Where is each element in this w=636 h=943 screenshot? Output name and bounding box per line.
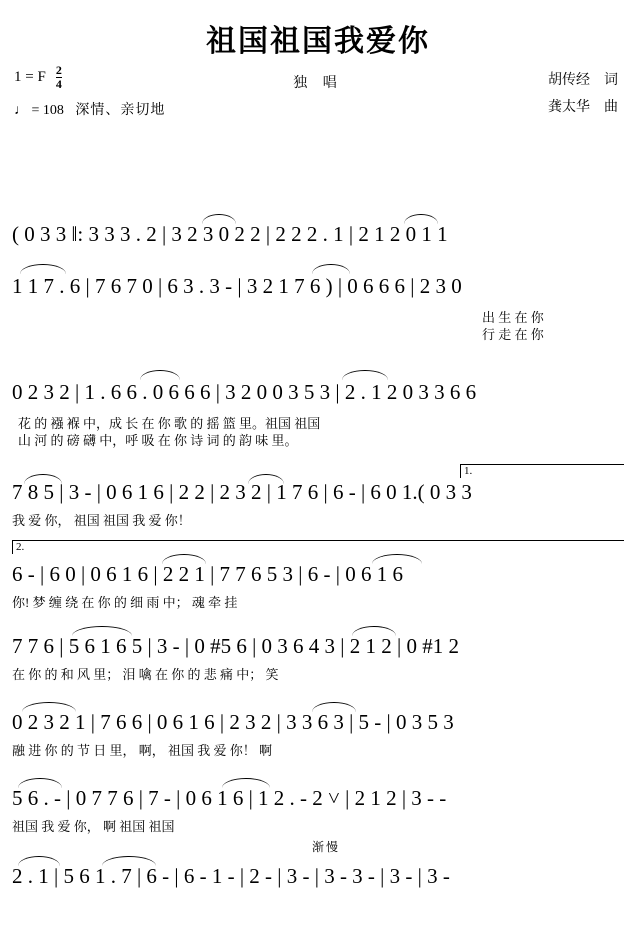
lyric-line: 祖国 我 爱 你， 啊 祖国 祖国 [12,819,175,834]
notation-line: 1 1 7 . 6 | 7 6 7 0 | 6 3 . 3 - | 3 2 1 7 6 ) | 0 6 6 6 | 2 3 0 [12,274,462,298]
composer-role: 曲 [604,99,618,115]
composer-line [548,95,618,122]
notation-line: 7 8 5 | 3 - | 0 6 1 6 | 2 2 | 2 3 2 | 1 7 6 | 6 - | 6 0 1.( 0 3 3 [12,480,472,504]
lyric-line: 在 你 的 和 风 里； 泪 噙 在 你 的 悲 痛 中； 笑 [12,667,279,682]
music-row-3 [12,368,624,448]
notation-line: ( 0 3 3 ‖: 3 3 3 . 2 | 3 2 3 0 2 2 | 2 2 2 . 1 | 2 1 2 0 1 1 [12,222,448,246]
lyricist-line [548,68,618,95]
volta-bracket-2: 2. [12,540,624,554]
time-signature-denominator: 4 [55,76,62,91]
tempo-marking [14,100,165,121]
music-row-8 [12,774,624,834]
lyric-line: 山 河 的 磅 礴 中，呼 吸 在 你 诗 词 的 韵 味 里。 [18,433,298,448]
key-and-time-signature [14,64,165,90]
lyric-line: 我 爱 你， 祖国 祖国 我 爱 你！ [12,513,191,528]
lyric-line: 行 走 在 你 [482,327,544,342]
lyric-line: 你! 梦 缠 绕 在 你 的 细 雨 中； 魂 牵 挂 [12,595,238,610]
score-metadata-right [548,68,618,121]
time-signature [56,64,62,90]
music-row-5 [12,541,624,610]
notation-line: 0 2 3 2 1 | 7 6 6 | 0 6 1 6 | 2 3 2 | 3 3 6 3 | 5 - | 0 3 5 3 [12,710,454,734]
music-row-7 [12,698,624,758]
notation-line: 5 6 . - | 0 7 7 6 | 7 - | 0 6 1 6 | 1 2 . - 2 ˅ | 2 1 2 | 3 - - [12,786,447,810]
music-row-1 [12,210,624,262]
music-row-6 [12,622,624,682]
lyricist-role: 词 [604,73,618,88]
tempo-value: = 108 [31,103,64,119]
score-metadata-left [14,64,165,121]
notation-line: 7 7 6 | 5 6 1 6 5 | 3 - | 0 #5 6 | 0 3 6 4 3 | 2 1 2 | 0 #1 2 [12,634,459,658]
sheet-music-page [0,16,636,943]
key-signature: 1 = F [14,68,46,85]
page-title: 祖国祖国我爱你 [206,25,430,58]
tempo-note-icon: ♩ [14,103,28,119]
notation-line: 2 . 1 | 5 6 1 . 7 | 6 - | 6 - 1 - | 2 - | 3 - | 3 - 3 - | 3 - | 3 - [12,864,450,888]
lyric-line: 融 进 你 的 节 日 里， 啊， 祖国 我 爱 你！ 啊 [12,743,273,758]
lyric-line: 出 生 在 你 [482,310,544,325]
music-row-2 [12,262,624,342]
music-row-9 [12,840,624,904]
music-row-4 [12,465,624,528]
notation-line: 0 2 3 2 | 1 . 6 6 . 0 6 6 6 | 3 2 0 0 3 5 3 | 2 . 1 2 0 3 3 6 6 [12,380,477,404]
expression-marking: 深情、亲切地 [75,103,166,119]
time-signature-numerator: 2 [55,63,62,77]
lyric-line: 花 的 襁 褓 中，成 长 在 你 歌 的 摇 篮 里。祖国 祖国 [18,416,321,431]
lyricist-name: 胡传经 [548,73,590,88]
volta-bracket-1: 1. [460,464,624,478]
subtitle: 独 唱 [293,76,343,91]
ritardando-marking: 渐慢 [312,840,341,854]
notation-line: 6 - | 6 0 | 0 6 1 6 | 2 2 1 | 7 7 6 5 3 | 6 - | 0 6 1 6 [12,562,403,586]
composer-name: 龚太华 [548,99,590,115]
